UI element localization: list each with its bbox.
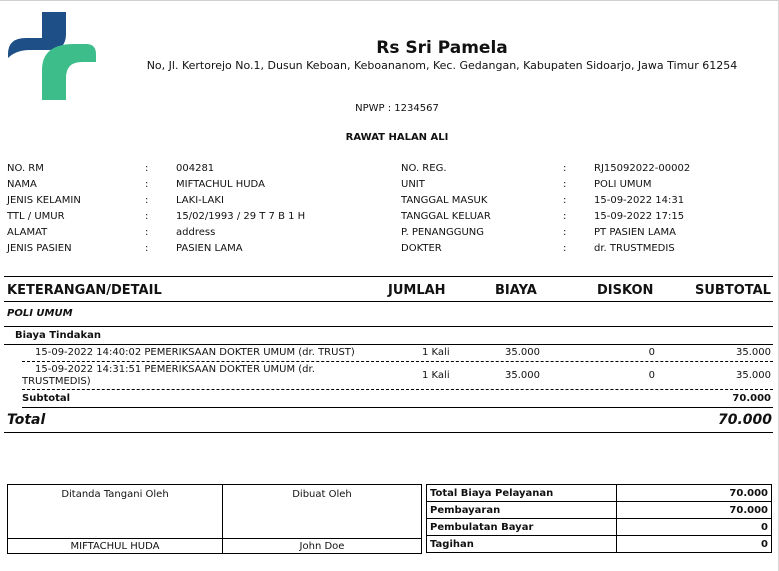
made-by-label: Dibuat Oleh <box>223 485 422 539</box>
info-sep: : <box>145 243 149 254</box>
table-row-2-biaya: 35.000 <box>505 370 540 381</box>
info-sep: : <box>145 227 149 238</box>
payment-summary-table <box>426 484 772 553</box>
info-value-tanggal-keluar: 15-09-2022 17:15 <box>594 211 685 222</box>
made-by-name: John Doe <box>223 539 422 554</box>
summary-value-pembulatan: 0 <box>617 519 772 536</box>
header-subtotal: SUBTOTAL <box>695 283 771 298</box>
info-sep: : <box>563 195 567 206</box>
summary-label-tagihan: Tagihan <box>427 536 617 553</box>
info-value-alamat: address <box>176 227 216 238</box>
info-sep: : <box>563 243 567 254</box>
subtotal-rule <box>22 407 773 408</box>
info-label-jenis-kelamin: JENIS KELAMIN <box>7 195 81 206</box>
header-biaya: BIAYA <box>495 283 537 298</box>
info-value-no-reg: RJ15092022-00002 <box>594 163 691 174</box>
table-row-2-desc: 15-09-2022 14:31:51 PEMERIKSAAN DOKTER UMUM (dr. <box>35 364 315 375</box>
info-sep: : <box>563 211 567 222</box>
info-label-unit: UNIT <box>401 179 425 190</box>
header-detail: KETERANGAN/DETAIL <box>7 283 162 298</box>
table-row-1-jumlah: 1 Kali <box>422 347 450 358</box>
total-value: 70.000 <box>717 412 772 428</box>
signed-by-name: MIFTACHUL HUDA <box>8 539 223 554</box>
info-sep: : <box>145 195 149 206</box>
summary-label-pembayaran: Pembayaran <box>427 502 617 519</box>
info-label-tanggal-keluar: TANGGAL KELUAR <box>401 211 491 222</box>
signature-table <box>7 484 422 554</box>
summary-value-tagihan: 0 <box>617 536 772 553</box>
info-sep: : <box>145 179 149 190</box>
header-diskon: DISKON <box>597 283 654 298</box>
info-value-nama: MIFTACHUL HUDA <box>176 179 265 190</box>
info-value-tanggal-masuk: 15-09-2022 14:31 <box>594 195 685 206</box>
info-label-ttl: TTL / UMUR <box>7 211 65 222</box>
subtotal-label: Subtotal <box>22 393 71 404</box>
info-sep: : <box>145 163 149 174</box>
section-rule <box>4 326 773 327</box>
info-label-jenis-pasien: JENIS PASIEN <box>7 243 72 254</box>
row-1-rule <box>22 361 773 362</box>
info-label-no-rm: NO. RM <box>7 163 44 174</box>
info-sep: : <box>563 179 567 190</box>
info-label-alamat: ALAMAT <box>7 227 48 238</box>
header-rule <box>4 301 773 302</box>
patient-info-left <box>7 161 387 261</box>
npwp-number: NPWP : 1234567 <box>355 103 439 114</box>
info-value-dokter: dr. TRUSTMEDIS <box>594 243 675 254</box>
info-value-no-rm: 004281 <box>176 163 215 174</box>
info-value-jenis-kelamin: LAKI-LAKI <box>176 195 224 206</box>
info-label-nama: NAMA <box>7 179 37 190</box>
table-row-2-jumlah: 1 Kali <box>422 370 450 381</box>
total-rule <box>4 432 773 433</box>
hospital-name: Rs Sri Pamela <box>376 38 508 58</box>
document-title: RAWAT HALAN ALI <box>345 132 449 143</box>
hospital-address: No, Jl. Kertorejo No.1, Dusun Keboan, Keboananom, Kec. Gedangan, Kabupaten Sidoarjo, Jawa Timur 61254 <box>146 59 738 72</box>
table-top-rule <box>4 276 773 277</box>
group-rule <box>4 344 773 345</box>
summary-value-pembayaran: 70.000 <box>617 502 772 519</box>
group-title: Biaya Tindakan <box>15 330 102 341</box>
info-label-tanggal-masuk: TANGGAL MASUK <box>401 195 488 206</box>
subtotal-value: 70.000 <box>732 393 771 404</box>
table-row-2-diskon: 0 <box>648 370 655 381</box>
summary-label-pembulatan: Pembulatan Bayar <box>427 519 617 536</box>
table-row-2-desc-cont: TRUSTMEDIS) <box>22 376 91 387</box>
table-row-2-subtotal: 35.000 <box>736 370 771 381</box>
top-border <box>0 0 779 1</box>
info-value-ttl: 15/02/1993 / 29 T 7 B 1 H <box>176 211 306 222</box>
table-row-1-desc: 15-09-2022 14:40:02 PEMERIKSAAN DOKTER UMUM (dr. TRUST) <box>35 347 355 358</box>
section-title: POLI UMUM <box>7 308 73 319</box>
summary-label-total-biaya: Total Biaya Pelayanan <box>427 485 617 502</box>
info-label-penanggung: P. PENANGGUNG <box>401 227 485 238</box>
table-row-1-subtotal: 35.000 <box>736 347 771 358</box>
info-sep: : <box>145 211 149 222</box>
table-row-1-biaya: 35.000 <box>505 347 540 358</box>
row-2-rule <box>22 389 773 390</box>
info-label-no-reg: NO. REG. <box>401 163 447 174</box>
info-sep: : <box>563 163 567 174</box>
info-sep: : <box>563 227 567 238</box>
summary-value-total-biaya: 70.000 <box>617 485 772 502</box>
info-value-jenis-pasien: PASIEN LAMA <box>176 243 243 254</box>
info-label-dokter: DOKTER <box>401 243 442 254</box>
table-row-1-diskon: 0 <box>648 347 655 358</box>
total-label: Total <box>7 412 46 428</box>
info-value-penanggung: PT PASIEN LAMA <box>594 227 676 238</box>
header-jumlah: JUMLAH <box>388 283 446 298</box>
info-value-unit: POLI UMUM <box>594 179 652 190</box>
signed-by-label: Ditanda Tangani Oleh <box>8 485 223 539</box>
patient-info-right <box>401 161 771 261</box>
